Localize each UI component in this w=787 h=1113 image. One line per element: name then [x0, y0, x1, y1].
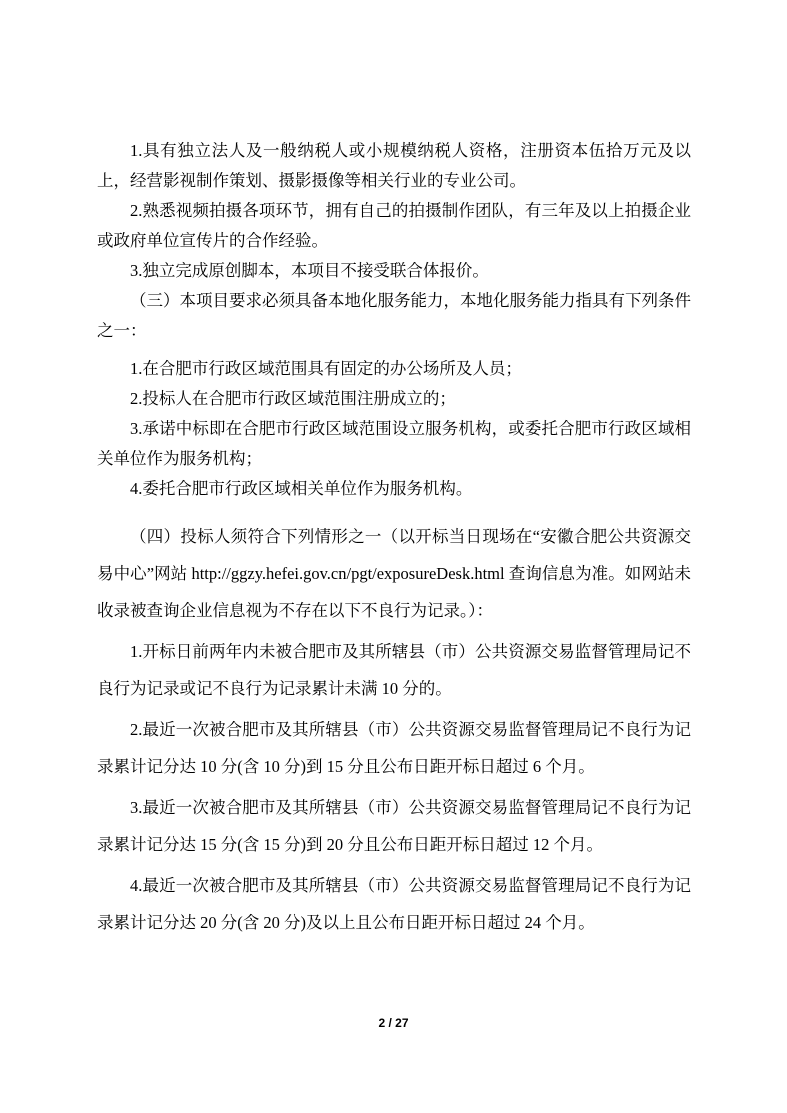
paragraph: 2.最近一次被合肥市及其所辖县（市）公共资源交易监督管理局记不良行为记录累计记分达 10 分(含 10 分)到 15 分且公布日距开标日超过 6 个月。 [97, 720, 691, 776]
paragraph: 1.在合肥市行政区域范围具有固定的办公场所及人员； [130, 359, 522, 378]
paragraph: 3.承诺中标即在合肥市行政区域范围设立服务机构，或委托合肥市行政区域相关单位作为服务机构； [97, 419, 691, 468]
page-number: 2 / 27 [378, 1016, 409, 1030]
paragraph: （三）本项目要求必须具备本地化服务能力，本地化服务能力指具有下列条件之一： [97, 291, 691, 340]
document-body [97, 136, 691, 941]
paragraph: 2.熟悉视频拍摄各项环节，拥有自己的拍摄制作团队，有三年及以上拍摄企业或政府单位宣传片的合作经验。 [97, 201, 691, 250]
paragraph: 3.最近一次被合肥市及其所辖县（市）公共资源交易监督管理局记不良行为记录累计记分达 15 分(含 15 分)到 20 分且公布日距开标日超过 12 个月。 [97, 798, 691, 854]
paragraph: 3.独立完成原创脚本，本项目不接受联合体报价。 [130, 261, 489, 280]
paragraph: 4.委托合肥市行政区域相关单位作为服务机构。 [130, 479, 473, 498]
paragraph: （四）投标人须符合下列情形之一（以开标当日现场在“安徽合肥公共资源交易中心”网站 http://ggzy.hefei.gov.cn/pgt/exposureDesk.html 查询信息为准。如网站未收录被查询企业信息视为不存在以下不良行为记录。）： [97, 527, 691, 620]
paragraph: 4.最近一次被合肥市及其所辖县（市）公共资源交易监督管理局记不良行为记录累计记分达 20 分(含 20 分)及以上且公布日距开标日超过 24 个月。 [97, 876, 691, 932]
paragraph: 1.开标日前两年内未被合肥市及其所辖县（市）公共资源交易监督管理局记不良行为记录或记不良行为记录累计未满 10 分的。 [97, 642, 691, 698]
paragraph: 1.具有独立法人及一般纳税人或小规模纳税人资格，注册资本伍拾万元及以上，经营影视制作策划、摄影摄像等相关行业的专业公司。 [97, 141, 691, 190]
page-footer [0, 1016, 787, 1030]
paragraph: 2.投标人在合肥市行政区域范围注册成立的； [130, 389, 456, 408]
